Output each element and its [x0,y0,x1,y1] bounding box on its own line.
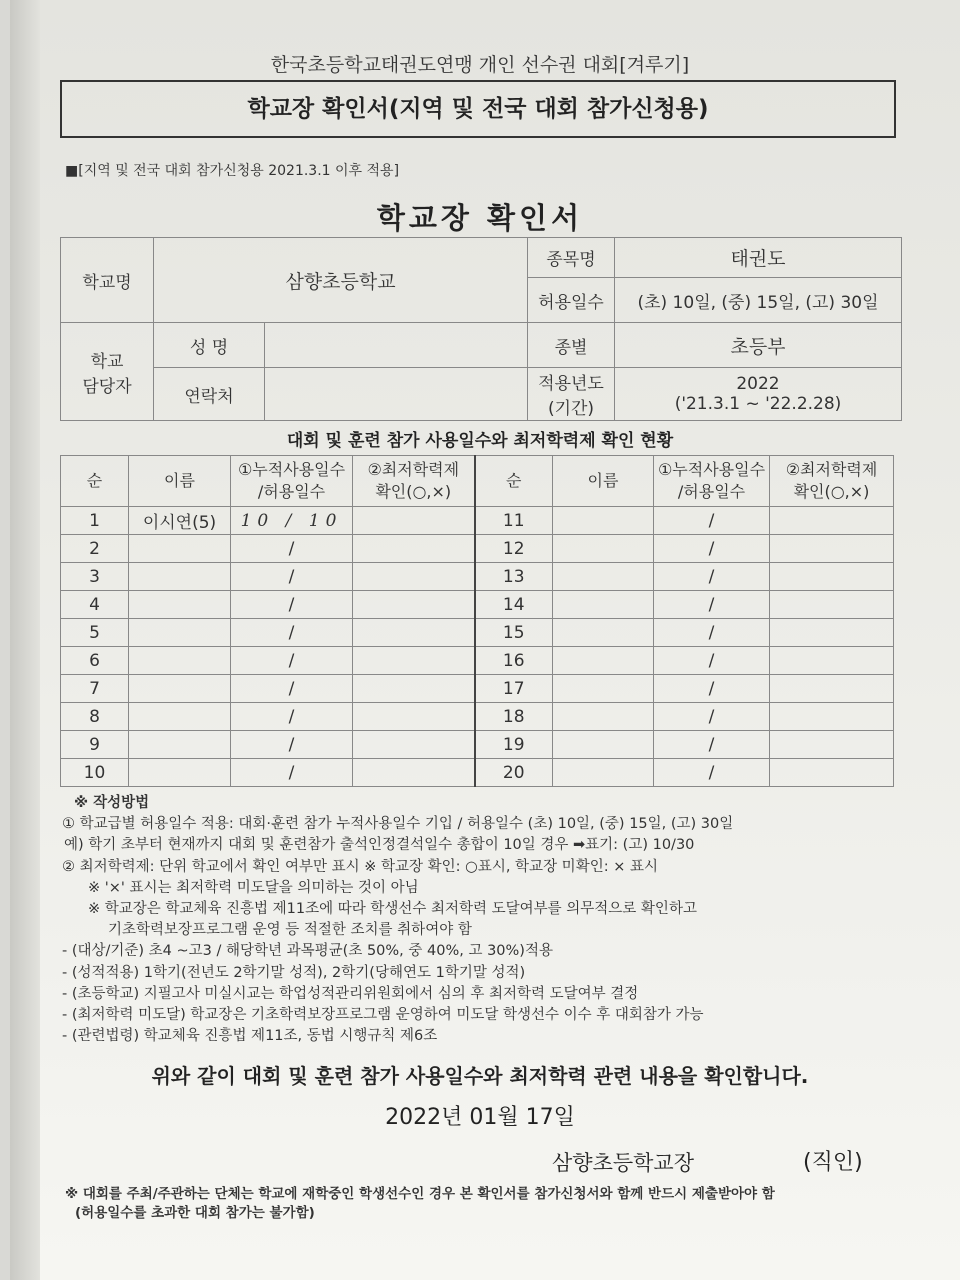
row-check-right[interactable] [770,591,894,619]
row-name[interactable] [129,591,231,619]
year-label [528,368,615,421]
row-no-right: 12 [475,535,553,563]
row-no: 7 [61,675,129,703]
note-item: - (최저학력 미도달) 학교장은 기초학력보장프로그램 운영하여 미도달 학생선수 이수 후 대회참가 가능 [62,1007,704,1024]
table-row [61,507,894,535]
row-check-right[interactable] [770,731,894,759]
row-name[interactable] [129,563,231,591]
year-label-line2: (기간) [547,399,595,419]
row-days[interactable]: 10 / 10 [231,507,353,535]
row-no: 9 [61,731,129,759]
col-check-header-line1: ②최저학력제 [367,460,460,479]
principal-signature: 삼향초등학교장 [552,1151,695,1175]
contact-label: 연락처 [154,368,265,421]
note-item: - (성적적용) 1학기(전년도 2학기말 성적), 2학기(당해연도 1학기말 성적) [62,964,526,981]
table-header-row [61,456,894,507]
year-value-line2: ('21.3.1 ~ '22.2.28) [674,394,842,414]
row-days-right[interactable]: / [654,759,770,787]
row-check[interactable] [353,507,475,535]
table-row [61,759,894,787]
name-value[interactable] [265,323,528,368]
row-no-right: 13 [475,563,553,591]
col-days-header-line2: /허용일수 [257,482,326,501]
header-line: 한국초등학교태권도연맹 개인 선수권 대회[겨루기] [270,54,690,76]
manager-label-line2: 담당자 [82,376,132,397]
row-name[interactable] [129,675,231,703]
section-heading: 대회 및 훈련 참가 사용일수와 최저학력제 확인 현황 [286,431,674,451]
row-days-right[interactable]: / [654,507,770,535]
row-name-right[interactable] [553,563,654,591]
col-days-header-right-line2: /허용일수 [677,482,746,501]
row-days[interactable]: / [231,675,353,703]
row-days-right[interactable]: / [654,591,770,619]
note-item: 예) 학기 초부터 현재까지 대회 및 훈련참가 출석인정결석일수 총합이 10일 경우 ➡표기: (고) 10/30 [64,837,695,854]
row-no: 3 [61,563,129,591]
row-days[interactable]: / [231,703,353,731]
row-no-right: 15 [475,619,553,647]
row-check[interactable] [353,759,475,787]
row-name-right[interactable] [553,619,654,647]
row-check-right[interactable] [770,703,894,731]
row-days-right[interactable]: / [654,703,770,731]
row-name[interactable] [129,731,231,759]
row-name-right[interactable] [553,675,654,703]
row-no: 4 [61,591,129,619]
row-no: 8 [61,703,129,731]
row-check[interactable] [353,563,475,591]
row-days[interactable]: / [231,535,353,563]
name-label: 성 명 [154,323,265,368]
table-row [61,703,894,731]
row-days[interactable]: / [231,759,353,787]
row-no: 5 [61,619,129,647]
row-name-right[interactable] [553,647,654,675]
row-no-right: 17 [475,675,553,703]
row-check[interactable] [353,591,475,619]
row-days[interactable]: / [231,563,353,591]
confirmation-statement: 위와 같이 대회 및 훈련 참가 사용일수와 최저학력 관련 내용을 확인합니다. [151,1064,809,1088]
row-days[interactable]: / [231,647,353,675]
note-item: - (관련법령) 학교체육 진흥법 제11조, 동법 시행규칙 제6조 [62,1028,438,1045]
row-no-right: 18 [475,703,553,731]
table-row [61,535,894,563]
row-check[interactable] [353,647,475,675]
row-check-right[interactable] [770,563,894,591]
row-check-right[interactable] [770,619,894,647]
row-name-right[interactable] [553,703,654,731]
division-label: 종별 [528,323,615,368]
row-check[interactable] [353,675,475,703]
row-check-right[interactable] [770,507,894,535]
col-check-header-right [770,456,894,507]
col-check-header-right-line2: 확인(○,×) [793,482,870,501]
col-days-header-right [654,456,770,507]
contact-value[interactable] [265,368,528,421]
title-box: 학교장 확인서(지역 및 전국 대회 참가신청용) [60,80,896,138]
writing-instructions [62,793,733,1047]
col-name-header: 이름 [129,456,231,507]
manager-label [61,323,154,421]
table-row [61,563,894,591]
year-value [615,368,902,421]
note-item: - (초등학교) 지필고사 미실시교는 학업성적관리위원회에서 심의 후 최저학력 도달여부 결정 [62,985,639,1002]
event-value: 태권도 [615,238,902,278]
row-check[interactable] [353,731,475,759]
row-days-right[interactable]: / [654,675,770,703]
row-name[interactable] [129,535,231,563]
row-no: 6 [61,647,129,675]
table-row [61,675,894,703]
col-name-header-right: 이름 [553,456,654,507]
footer-line-2: (허용일수를 초과한 대회 참가는 불가함) [75,1205,315,1221]
col-check-header [353,456,475,507]
usage-table [60,455,894,787]
row-name[interactable] [129,759,231,787]
row-check-right[interactable] [770,675,894,703]
col-no-header-right: 순 [475,456,553,507]
row-no-right: 11 [475,507,553,535]
row-name[interactable] [129,619,231,647]
row-check[interactable] [353,619,475,647]
row-no: 2 [61,535,129,563]
application-note: ■[지역 및 전국 대회 참가신청용 2021.3.1 이후 적용] [65,163,400,179]
row-name[interactable] [129,647,231,675]
table-row [61,619,894,647]
row-name-right[interactable] [553,507,654,535]
col-no-header: 순 [61,456,129,507]
row-check[interactable] [353,703,475,731]
note-item: - (대상/기준) 초4 ~고3 / 해당학년 과목평균(초 50%, 중 40%, 고 30%)적용 [62,943,553,960]
footer-note [65,1185,775,1223]
row-name[interactable]: 이시연(5) [129,507,231,535]
row-name-right[interactable] [553,731,654,759]
note-item: ※ 학교장은 학교체육 진흥법 제11조에 따라 학생선수 최저학력 도달여부를 의무적으로 확인하고 [88,901,697,918]
official-seal: (직인) [803,1150,863,1175]
school-value: 삼향초등학교 [154,238,528,323]
row-days-right[interactable]: / [654,535,770,563]
table-row [61,647,894,675]
school-label: 학교명 [61,238,154,323]
row-days[interactable]: / [231,731,353,759]
year-label-line1: 적용년도 [538,374,604,394]
note-item: ① 학교급별 허용일수 적용: 대회·훈련 참가 누적사용일수 기입 / 허용일수 (초) 10일, (중) 15일, (고) 30일 [62,816,734,833]
row-no-right: 19 [475,731,553,759]
division-value: 초등부 [615,323,902,368]
row-no: 1 [61,507,129,535]
row-check-right[interactable] [770,647,894,675]
row-days-right[interactable]: / [654,647,770,675]
note-item: 기초학력보장프로그램 운영 등 적절한 조치를 취하여야 함 [108,922,472,939]
row-no-right: 20 [475,759,553,787]
table-row [61,731,894,759]
row-days-right[interactable]: / [654,563,770,591]
row-days[interactable]: / [231,619,353,647]
row-check-right[interactable] [770,535,894,563]
manager-label-line1: 학교 [90,351,124,372]
info-table [60,237,902,421]
col-days-header [231,456,353,507]
row-name-right[interactable] [553,591,654,619]
col-days-header-right-line1: ①누적사용일수 [657,460,766,479]
year-value-line1: 2022 [736,374,780,394]
row-no: 10 [61,759,129,787]
row-name[interactable] [129,703,231,731]
allowed-days-label: 허용일수 [528,278,615,323]
col-check-header-right-line1: ②최저학력제 [785,460,878,479]
note-item: ※ '×' 표시는 최저학력 미도달을 의미하는 것이 아님 [88,879,419,896]
row-name-right[interactable] [553,759,654,787]
table-row [61,591,894,619]
event-label: 종목명 [528,238,615,278]
row-no-right: 14 [475,591,553,619]
row-name-right[interactable] [553,535,654,563]
col-check-header-line2: 확인(○,×) [375,482,452,501]
issue-date: 2022년 01월 17일 [385,1105,575,1130]
row-check-right[interactable] [770,759,894,787]
row-days-right[interactable]: / [654,619,770,647]
row-days-right[interactable]: / [654,731,770,759]
allowed-days-value: (초) 10일, (중) 15일, (고) 30일 [615,278,902,323]
notes-heading: ※ 작성방법 [74,795,150,811]
main-title: 학교장 확인서 [376,201,584,235]
footer-line-1: ※ 대회를 주최/주관하는 단체는 학교에 재학중인 학생선수인 경우 본 확인서를 참가신청서와 함께 반드시 제출받아야 함 [65,1186,775,1202]
row-check[interactable] [353,535,475,563]
note-item: ② 최저학력제: 단위 학교에서 확인 여부만 표시 ※ 학교장 확인: ○표시, 학교장 미확인: × 표시 [62,858,658,875]
row-no-right: 16 [475,647,553,675]
row-days[interactable]: / [231,591,353,619]
col-days-header-line1: ①누적사용일수 [237,460,346,479]
